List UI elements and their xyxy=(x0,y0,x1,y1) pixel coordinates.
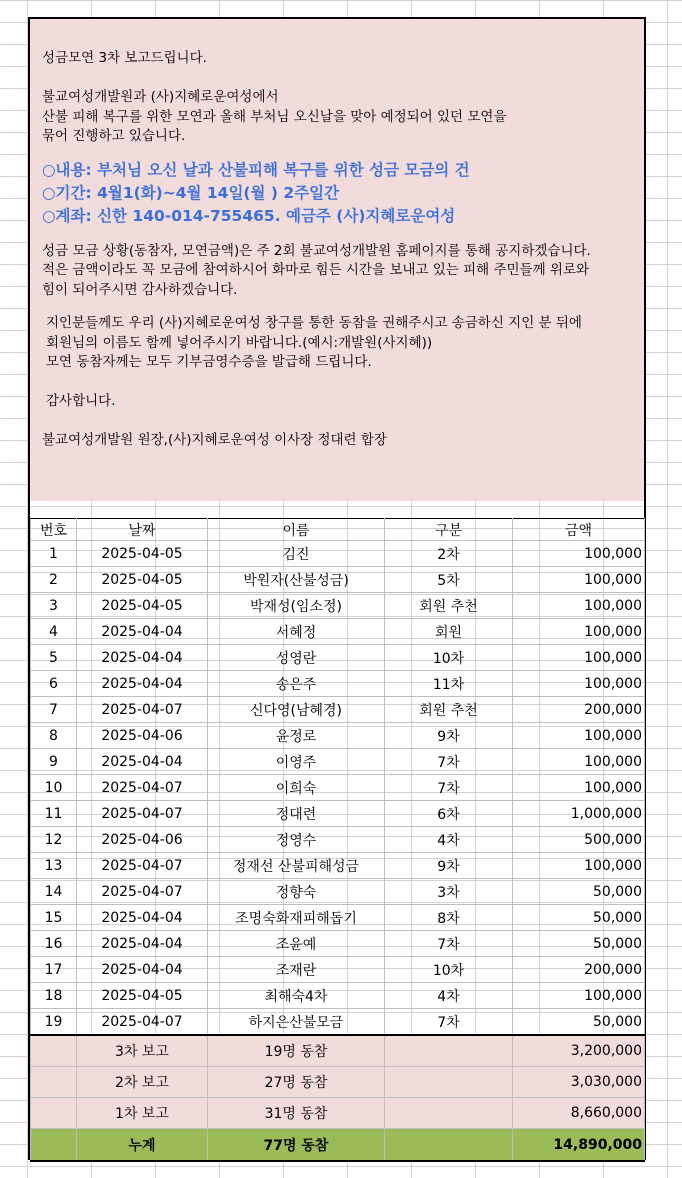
table-row xyxy=(31,879,645,905)
notice-account-line: ○계좌: 신한 140-014-755465. 예금주 (사)지혜로운여성 xyxy=(42,206,456,225)
summary-people[interactable]: 31명 동참 xyxy=(208,1098,385,1129)
header-amount[interactable]: 금액 xyxy=(513,519,645,541)
header-category[interactable]: 구분 xyxy=(385,519,513,541)
notice-cell[interactable] xyxy=(30,19,644,501)
cell-number[interactable]: 3 xyxy=(31,593,77,619)
table-row xyxy=(31,931,645,957)
summary-report[interactable]: 2차 보고 xyxy=(77,1067,208,1098)
cell-name[interactable]: 조명숙화재피해돕기 xyxy=(208,905,385,931)
cell-number[interactable]: 15 xyxy=(31,905,77,931)
cell-name[interactable]: 윤정로 xyxy=(208,723,385,749)
cell-amount[interactable]: 100,000 xyxy=(513,567,645,593)
cell-date[interactable]: 2025-04-04 xyxy=(77,671,208,697)
cell-number[interactable]: 7 xyxy=(31,697,77,723)
cell-amount[interactable]: 100,000 xyxy=(513,723,645,749)
table-row xyxy=(31,775,645,801)
cell-category[interactable]: 7차 xyxy=(385,1009,513,1036)
summary-amount[interactable]: 3,200,000 xyxy=(513,1035,645,1067)
cell-amount[interactable]: 100,000 xyxy=(513,749,645,775)
summary-row xyxy=(31,1098,645,1129)
table-row xyxy=(31,1009,645,1036)
cell-number[interactable]: 4 xyxy=(31,619,77,645)
summary-blank-cell[interactable] xyxy=(31,1098,77,1129)
table-row xyxy=(31,853,645,879)
cell-number[interactable]: 14 xyxy=(31,879,77,905)
cell-amount[interactable]: 100,000 xyxy=(513,671,645,697)
cell-name[interactable]: 정향숙 xyxy=(208,879,385,905)
cell-name[interactable]: 박원자(산불성금) xyxy=(208,567,385,593)
cell-date[interactable]: 2025-04-05 xyxy=(77,567,208,593)
cell-name[interactable]: 최해숙4차 xyxy=(208,983,385,1009)
cell-category[interactable]: 회원 추천 xyxy=(385,593,513,619)
cell-category[interactable]: 6차 xyxy=(385,801,513,827)
summary-blank-cell[interactable] xyxy=(385,1098,513,1129)
cell-category[interactable]: 3차 xyxy=(385,879,513,905)
cell-category[interactable]: 7차 xyxy=(385,931,513,957)
cell-amount[interactable]: 100,000 xyxy=(513,593,645,619)
cell-date[interactable]: 2025-04-07 xyxy=(77,775,208,801)
table-row xyxy=(31,593,645,619)
table-row xyxy=(31,723,645,749)
total-blank-cell[interactable] xyxy=(31,1129,77,1162)
table-row xyxy=(31,905,645,931)
cell-number[interactable]: 16 xyxy=(31,931,77,957)
cell-category[interactable]: 4차 xyxy=(385,983,513,1009)
header-number[interactable]: 번호 xyxy=(31,519,77,541)
cell-date[interactable]: 2025-04-05 xyxy=(77,541,208,567)
cell-category[interactable]: 5차 xyxy=(385,567,513,593)
cell-category[interactable]: 9차 xyxy=(385,853,513,879)
cell-number[interactable]: 19 xyxy=(31,1009,77,1036)
cell-amount[interactable]: 50,000 xyxy=(513,879,645,905)
summary-amount[interactable]: 8,660,000 xyxy=(513,1098,645,1129)
cell-category[interactable]: 회원 추천 xyxy=(385,697,513,723)
cell-amount[interactable]: 100,000 xyxy=(513,619,645,645)
cell-date[interactable]: 2025-04-04 xyxy=(77,619,208,645)
summary-people[interactable]: 19명 동참 xyxy=(208,1035,385,1067)
cell-amount[interactable]: 100,000 xyxy=(513,775,645,801)
table-row xyxy=(31,827,645,853)
cell-name[interactable]: 정대련 xyxy=(208,801,385,827)
notice-request-line: 모연 동참자께는 모두 기부금영수증을 발급해 드립니다. xyxy=(46,354,372,370)
cell-category[interactable]: 11차 xyxy=(385,671,513,697)
summary-blank-cell[interactable] xyxy=(31,1035,77,1067)
notice-line: 성금모연 3차 보고드립니다. xyxy=(42,50,207,66)
table-row xyxy=(31,697,645,723)
cell-category[interactable]: 10차 xyxy=(385,957,513,983)
cell-name[interactable]: 하지은산불모금 xyxy=(208,1009,385,1036)
summary-blank-cell[interactable] xyxy=(385,1035,513,1067)
table-row xyxy=(31,957,645,983)
cell-date[interactable]: 2025-04-04 xyxy=(77,645,208,671)
cell-date[interactable]: 2025-04-04 xyxy=(77,749,208,775)
table-header-row xyxy=(31,519,645,541)
table-row xyxy=(31,983,645,1009)
cell-date[interactable]: 2025-04-05 xyxy=(77,593,208,619)
notice-line: 산불 피해 복구를 위한 모연과 올해 부처님 오신날을 맞아 예정되어 있던 모연을 xyxy=(42,108,507,125)
cell-name[interactable]: 정영수 xyxy=(208,827,385,853)
cell-amount[interactable]: 100,000 xyxy=(513,541,645,567)
cell-name[interactable]: 박재성(임소정) xyxy=(208,593,385,619)
cell-number[interactable]: 5 xyxy=(31,645,77,671)
cell-date[interactable]: 2025-04-07 xyxy=(77,879,208,905)
cell-category[interactable]: 10차 xyxy=(385,645,513,671)
cell-amount[interactable]: 100,000 xyxy=(513,645,645,671)
cell-date[interactable]: 2025-04-05 xyxy=(77,983,208,1009)
summary-blank-cell[interactable] xyxy=(31,1067,77,1098)
cell-amount[interactable]: 200,000 xyxy=(513,697,645,723)
notice-thanks: 감사합니다. xyxy=(46,393,116,409)
cell-date[interactable]: 2025-04-07 xyxy=(77,801,208,827)
cell-number[interactable]: 12 xyxy=(31,827,77,853)
cell-name[interactable]: 이희숙 xyxy=(208,775,385,801)
donation-table xyxy=(30,518,645,1162)
cell-category[interactable]: 회원 xyxy=(385,619,513,645)
table-row xyxy=(31,801,645,827)
cell-amount[interactable]: 50,000 xyxy=(513,1009,645,1036)
cell-number[interactable]: 9 xyxy=(31,749,77,775)
header-name[interactable]: 이름 xyxy=(208,519,385,541)
cell-date[interactable]: 2025-04-04 xyxy=(77,905,208,931)
total-label[interactable]: 누계 xyxy=(77,1129,208,1162)
summary-people[interactable]: 27명 동참 xyxy=(208,1067,385,1098)
cell-number[interactable]: 2 xyxy=(31,567,77,593)
cell-category[interactable]: 8차 xyxy=(385,905,513,931)
summary-report[interactable]: 1차 보고 xyxy=(77,1098,208,1129)
notice-content-line: ○내용: 부처님 오신 날과 산불피해 복구를 위한 성금 모금의 건 xyxy=(42,160,470,179)
table-row xyxy=(31,567,645,593)
total-people[interactable]: 77명 동참 xyxy=(208,1129,385,1162)
cell-name[interactable]: 조재란 xyxy=(208,957,385,983)
cell-name[interactable]: 조윤예 xyxy=(208,931,385,957)
notice-line: 불교여성개발원과 (사)지혜로운여성에서 xyxy=(42,89,279,105)
cell-category[interactable]: 9차 xyxy=(385,723,513,749)
cell-amount[interactable]: 1,000,000 xyxy=(513,801,645,827)
summary-blank-cell[interactable] xyxy=(385,1067,513,1098)
summary-amount[interactable]: 3,030,000 xyxy=(513,1067,645,1098)
cell-category[interactable]: 4차 xyxy=(385,827,513,853)
notice-signature: 불교여성개발원 원장,(사)지혜로운여성 이사장 정대련 합장 xyxy=(42,432,387,448)
cell-name[interactable]: 김진 xyxy=(208,541,385,567)
cell-date[interactable]: 2025-04-07 xyxy=(77,1009,208,1036)
cell-category[interactable]: 7차 xyxy=(385,775,513,801)
cell-number[interactable]: 8 xyxy=(31,723,77,749)
notice-request-line: 회원님의 이름도 함께 넣어주시기 바랍니다.(예시:개발원(사지혜)) xyxy=(46,334,433,351)
summary-row xyxy=(31,1035,645,1067)
table-row xyxy=(31,671,645,697)
table-row xyxy=(31,645,645,671)
cell-number[interactable]: 13 xyxy=(31,853,77,879)
cell-amount[interactable]: 100,000 xyxy=(513,853,645,879)
cell-amount[interactable]: 500,000 xyxy=(513,827,645,853)
cell-date[interactable]: 2025-04-06 xyxy=(77,827,208,853)
table-row xyxy=(31,541,645,567)
cell-date[interactable]: 2025-04-04 xyxy=(77,957,208,983)
total-row xyxy=(31,1129,645,1162)
cell-name[interactable]: 송은주 xyxy=(208,671,385,697)
cell-name[interactable]: 이영주 xyxy=(208,749,385,775)
notice-period-line: ○기간: 4월1(화)~4월 14일(월 ) 2주일간 xyxy=(42,183,340,202)
cell-name[interactable]: 신다영(남혜경) xyxy=(208,697,385,723)
total-blank-cell[interactable] xyxy=(385,1129,513,1162)
cell-category[interactable]: 2차 xyxy=(385,541,513,567)
cell-number[interactable]: 11 xyxy=(31,801,77,827)
cell-amount[interactable]: 200,000 xyxy=(513,957,645,983)
cell-name[interactable]: 서혜정 xyxy=(208,619,385,645)
cell-number[interactable]: 18 xyxy=(31,983,77,1009)
cell-name[interactable]: 성영란 xyxy=(208,645,385,671)
total-amount[interactable]: 14,890,000 xyxy=(513,1129,645,1162)
cell-category[interactable]: 7차 xyxy=(385,749,513,775)
summary-report[interactable]: 3차 보고 xyxy=(77,1035,208,1067)
cell-number[interactable]: 10 xyxy=(31,775,77,801)
cell-number[interactable]: 17 xyxy=(31,957,77,983)
table-row xyxy=(31,749,645,775)
cell-date[interactable]: 2025-04-07 xyxy=(77,697,208,723)
cell-name[interactable]: 정재선 산불피해성금 xyxy=(208,853,385,879)
cell-date[interactable]: 2025-04-06 xyxy=(77,723,208,749)
notice-request-line: 지인분들께도 우리 (사)지혜로운여성 창구를 통한 동참을 권해주시고 송금하신 지인 분 뒤에 xyxy=(46,315,582,331)
summary-row xyxy=(31,1067,645,1098)
cell-date[interactable]: 2025-04-07 xyxy=(77,853,208,879)
cell-date[interactable]: 2025-04-04 xyxy=(77,931,208,957)
cell-number[interactable]: 1 xyxy=(31,541,77,567)
cell-number[interactable]: 6 xyxy=(31,671,77,697)
table-row xyxy=(31,619,645,645)
cell-amount[interactable]: 50,000 xyxy=(513,931,645,957)
notice-body-line: 힘이 되어주시면 감사하겠습니다. xyxy=(42,281,238,298)
header-date[interactable]: 날짜 xyxy=(77,519,208,541)
notice-body-line: 적은 금액이라도 꼭 모금에 참여하시어 화마로 힘든 시간을 보내고 있는 피해 주민들께 위로와 xyxy=(42,262,590,278)
notice-line: 묶어 진행하고 있습니다. xyxy=(42,128,186,144)
cell-amount[interactable]: 50,000 xyxy=(513,905,645,931)
notice-body-line: 성금 모금 상황(동참자, 모연금액)은 주 2회 불교여성개발원 홈페이지를 통해 공지하겠습니다. xyxy=(42,242,591,259)
cell-amount[interactable]: 100,000 xyxy=(513,983,645,1009)
